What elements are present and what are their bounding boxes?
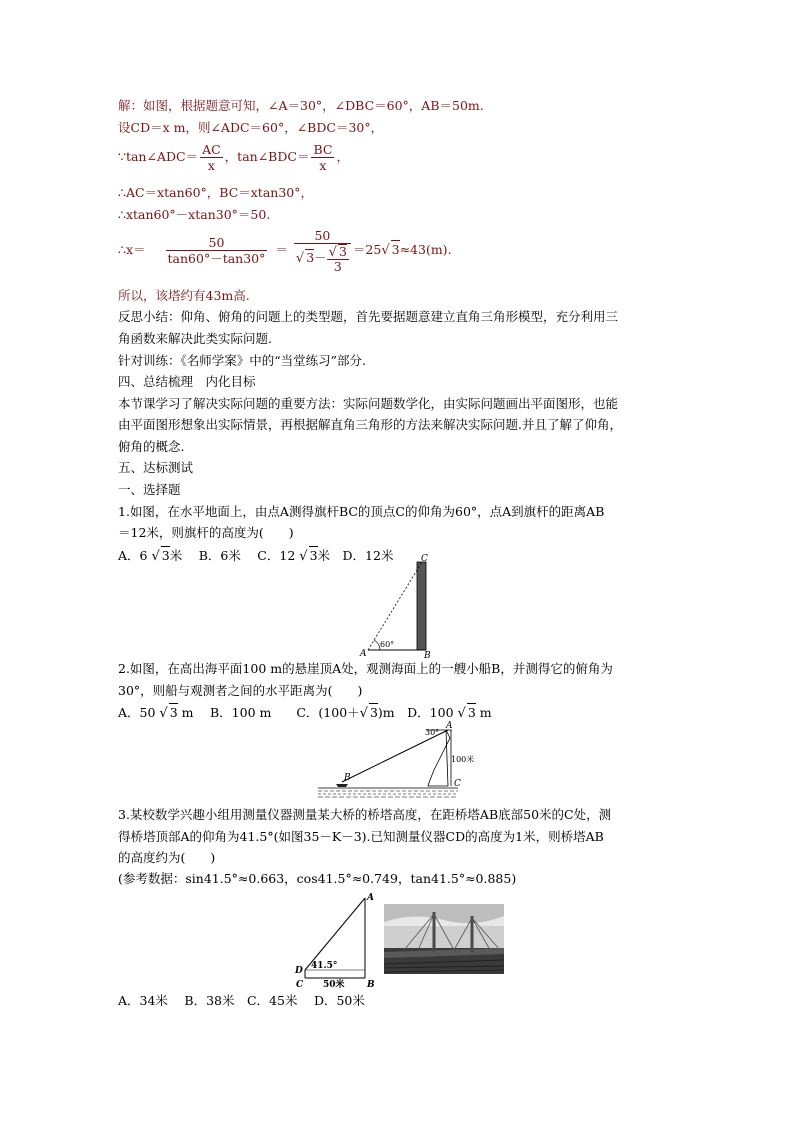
question-2-options: A．50 √ 3 m B．100 m C．(100＋√ 3)m D．100 √ 3 m <box>118 705 492 721</box>
practice-note: 针对训练：《名师学案》中的“当堂练习”部分. <box>118 353 367 368</box>
fraction-50-tan: $\frac{50}{\tan 60^\circ-\tan 30^\circ}$ <box>167 235 266 266</box>
point-b-label: B <box>367 980 375 990</box>
part-1-heading: 一、选择题 <box>118 482 181 497</box>
point-c-label: C <box>296 980 304 990</box>
height-label: 100米 <box>451 755 475 764</box>
figure-tower-triangle <box>283 890 378 988</box>
solution-line-5: ∴xtan60°－xtan30°＝50. <box>118 207 271 222</box>
fraction-ac-x: $\frac{AC}{x}$ <box>202 142 221 173</box>
solution-line-4: ∴AC＝xtan60°，BC＝xtan30°， <box>118 185 313 200</box>
question-2-line-2: 30°，则船与观测者之间的水平距离为( ) <box>118 683 363 698</box>
point-c-label: C <box>454 779 461 789</box>
base-distance-label: 50米 <box>323 980 345 990</box>
figure-flagpole <box>360 552 440 661</box>
point-a-label: A <box>360 649 367 659</box>
solution-line-3: ∵tan∠ADC＝ $\frac{AC}{x}$ ，tan∠BDC＝ $\frac{BC}{x}$ ， <box>118 142 349 173</box>
point-a-label: A <box>446 721 453 731</box>
reflection-line-2: 角函数来解决此类实际问题. <box>118 331 272 346</box>
angle-label: 60° <box>380 640 395 649</box>
question-3-reference-data: (参考数据：sin41.5°≈0.663，cos41.5°≈0.749，tan41.5°≈0.885) <box>118 871 517 886</box>
angle-label: 41.5° <box>311 961 338 971</box>
bridge-photo <box>384 904 504 974</box>
summary-line-2: 由平面图形想象出实际情景，再根据解直角三角形的方法来解决实际问题.并且了解了仰角， <box>118 417 622 432</box>
question-3-options: A．34米 B．38米 C．45米 D．50米 <box>118 993 365 1008</box>
summary-line-1: 本节课学习了解决实际问题的重要方法：实际问题数学化，由实际问题画出平面图形，也能 <box>118 396 619 411</box>
question-1-options: A．6 √ 3米 B．6米 C．12 √ 3米 D．12米 <box>118 548 394 564</box>
section-5-heading: 五、达标测试 <box>118 460 194 475</box>
reflection-line-1: 反思小结：仰角、俯角的问题上的类型题，首先要据题意建立直角三角形模型，充分利用三 <box>118 309 619 324</box>
question-2-line-1: 2.如图，在高出海平面100 m的悬崖顶A处，观测海面上的一艘小船B，并测得它的俯角为 <box>118 661 613 676</box>
point-c-label: C <box>421 554 428 564</box>
section-4-heading: 四、总结梳理 内化目标 <box>118 374 256 389</box>
summary-line-3: 俯角的概念. <box>118 439 185 454</box>
solution-line-6: ∴x＝ $\frac{50}{\tan 60^\circ-\tan 30^\circ}$ ＝ 50 √ 3－ $\frac{√ 3}{3}$ ＝25√ 3≈43(m). <box>118 228 452 274</box>
question-1-line-1: 1.如图，在水平地面上，由点A测得旗杆BC的顶点C的仰角为60°，点A到旗杆的距离AB <box>118 504 605 519</box>
solution-line-2: 设CD＝x m，则∠ADC＝60°，∠BDC＝30°， <box>118 120 384 135</box>
depression-angle-label: 30° <box>425 728 440 737</box>
figure-cliff <box>318 718 475 803</box>
question-3-line-1: 3.某校数学兴趣小组用测量仪器测量某大桥的桥塔高度，在距桥塔AB底部50米的C处，测 <box>118 807 612 822</box>
solution-conclusion: 所以，该塔约有43m高. <box>118 288 250 303</box>
fraction-50-sqrt: 50 √ 3－ $\frac{√ 3}{3}$ <box>294 228 351 273</box>
question-3-line-2: 得桥塔顶部A的仰角为41.5°(如图35－K－3).已知测量仪器CD的高度为1米，则桥塔AB <box>118 829 604 844</box>
point-d-label: D <box>295 966 303 976</box>
point-b-label: B <box>344 773 351 783</box>
fraction-bc-x: $\frac{BC}{x}$ <box>313 142 333 173</box>
question-1-line-2: ＝12米，则旗杆的高度为( ) <box>118 525 294 540</box>
point-b-label: B <box>424 651 431 661</box>
point-a-label: A <box>367 893 374 903</box>
solution-line-1: 解：如图，根据题意可知，∠A＝30°，∠DBC＝60°，AB＝50m. <box>118 98 484 113</box>
question-3-line-3: 的高度约为( ) <box>118 850 216 865</box>
